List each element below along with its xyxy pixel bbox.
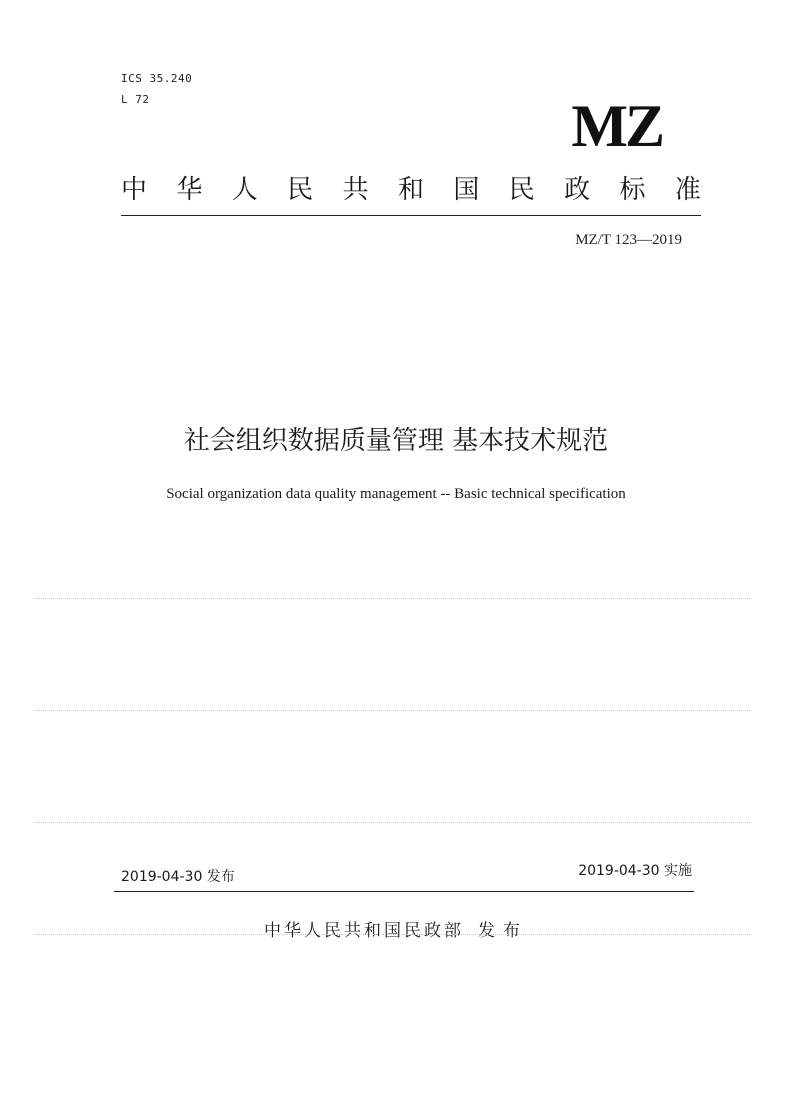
dotted-separator — [36, 934, 752, 935]
standard-category-char: 国 — [453, 175, 480, 205]
implementation-date: 2019-04-30 实施 — [578, 863, 692, 879]
ics-code: ICS 35.240 — [121, 72, 193, 85]
ccs-code: L 72 — [121, 93, 150, 106]
standard-category-char: 中 — [121, 175, 148, 205]
issuer-name: 中华人民共和国民政部 — [264, 921, 464, 941]
standard-number: MZ/T 123—2019 — [575, 232, 682, 248]
standard-category-char: 共 — [342, 175, 369, 205]
issue-date: 2019-04-30 发布 — [121, 869, 235, 885]
document-title-english: Social organization data quality management -- Basic technical specification — [166, 486, 626, 502]
standard-category-char: 民 — [287, 175, 314, 205]
issuer-action: 发布 — [478, 921, 528, 941]
standard-category-char: 华 — [176, 175, 203, 205]
document-title-chinese: 社会组织数据质量管理 基本技术规范 — [183, 426, 609, 456]
standard-category-char: 政 — [564, 175, 591, 205]
dotted-separator — [36, 710, 752, 711]
dotted-separator — [36, 822, 752, 823]
dotted-separator — [36, 598, 752, 599]
standard-category-char: 人 — [231, 175, 258, 205]
standard-category-char: 标 — [619, 175, 646, 205]
issuer-line — [0, 916, 792, 941]
standard-category-title — [121, 175, 701, 205]
footer-divider — [114, 891, 694, 892]
standard-category-char: 准 — [674, 175, 701, 205]
mz-logo: MZ — [571, 93, 662, 159]
standard-category-char: 和 — [397, 175, 424, 205]
standard-category-char: 民 — [508, 175, 535, 205]
header-divider — [121, 215, 701, 216]
